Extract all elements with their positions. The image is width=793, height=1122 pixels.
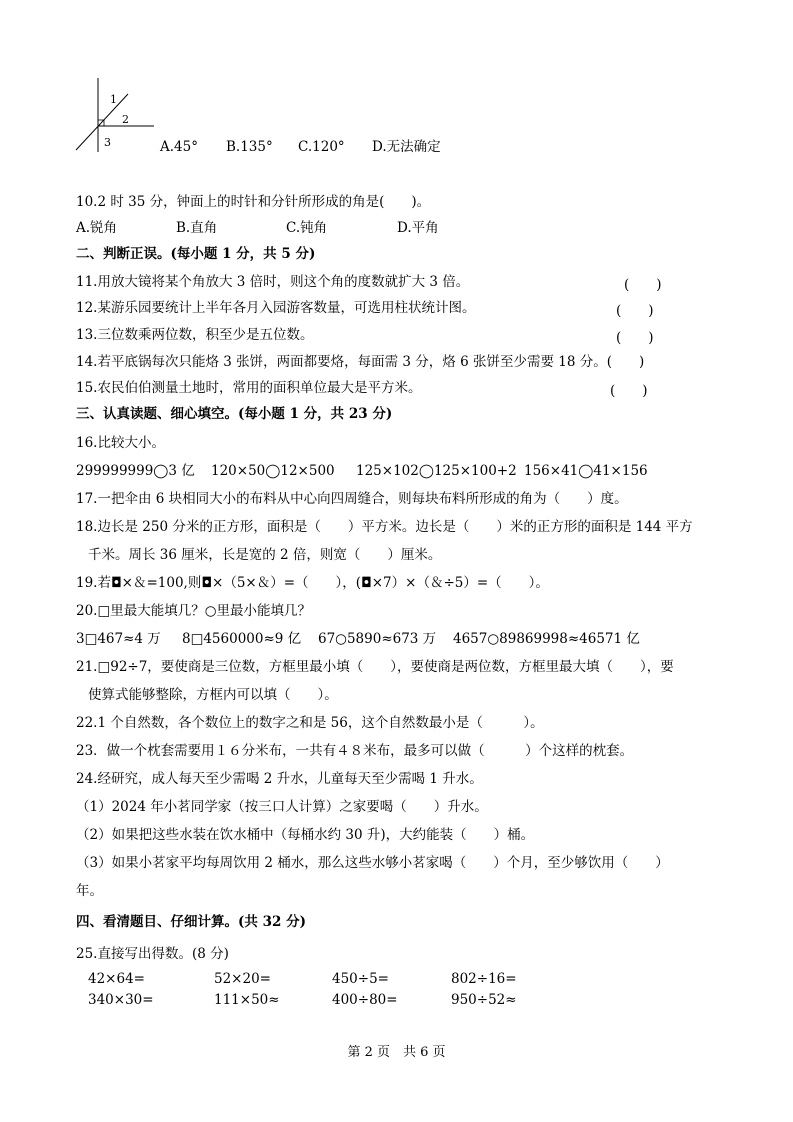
q25-title: 25.直接写出得数。(8 分) [76, 946, 229, 962]
q10-option-a: A.锐角 [76, 220, 118, 236]
q16-item-3: 125×102◯125×100+2 [356, 463, 517, 479]
q17-text: 17.一把伞由 6 块相同大小的布料从中心向四周缝合，则每块布料所形成的角为（ ）度。 [76, 491, 628, 507]
q25-r1-item-2: 52×20= [214, 971, 271, 987]
angle-figure [72, 76, 162, 156]
q18-line2: 千米。周长 36 厘米，长是宽的 2 倍，则宽（ ）厘米。 [88, 547, 442, 563]
q20-item-4: 4657○89869998≈46571 亿 [453, 631, 640, 647]
figure-label-3: 3 [104, 136, 111, 149]
q10-option-b: B.直角 [176, 220, 218, 236]
q16-item-1: 299999999◯3 亿 [76, 463, 195, 479]
q24-sub2: （2）如果把这些水装在饮水桶中（每桶水约 30 升)，大约能装（ ）桶。 [76, 827, 535, 843]
q9-option-b: B.135° [226, 139, 273, 155]
q25-r2-item-3: 400÷80= [332, 992, 398, 1008]
q20-title: 20.□里最大能填几？○里最小能填几？ [76, 603, 312, 619]
q11-text: 11.用放大镜将某个角放大 3 倍时，则这个角的度数就扩大 3 倍。 [76, 274, 470, 290]
q20-item-1: 3□467≈4 万 [76, 631, 161, 647]
q13-answer-paren[interactable]: ( ) [616, 330, 654, 346]
q23-text: 23．做一个枕套需要用１６分米布，一共有４８米布，最多可以做（ ）个这样的枕套。 [76, 743, 634, 759]
q24-sub1: （1）2024 年小茗同学家（按三口人计算）之家要喝（ ）升水。 [76, 799, 488, 815]
q25-r1-item-4: 802÷16= [451, 971, 517, 987]
q22-text: 22.1 个自然数，各个数位上的数字之和是 56，这个自然数最小是（ ）。 [76, 715, 544, 731]
q24-intro: 24.经研究，成人每天至少需喝 2 升水，儿童每天至少需喝 1 升水。 [76, 771, 483, 787]
page-footer: 第 2 页 共 6 页 [347, 1045, 446, 1060]
q10-option-c: C.钝角 [286, 220, 328, 236]
q9-option-d: D.无法确定 [372, 139, 441, 155]
q14-text: 14.若平底锅每次只能烙 3 张饼，两面都要烙，每面需 3 分，烙 6 张饼至少需要 18 分。( ) [76, 354, 645, 370]
q20-item-2: 8□4560000≈9 亿 [182, 631, 302, 647]
q24-sub3: （3）如果小茗家平均每周饮用 2 桶水，那么这些水够小茗家喝（ ）个月，至少够饮用（ ） [76, 855, 669, 871]
q15-answer-paren[interactable]: ( ) [610, 383, 648, 399]
q15-text: 15.农民伯伯测量土地时，常用的面积单位最大是平方米。 [76, 380, 422, 396]
figure-label-2: 2 [122, 113, 129, 126]
q12-answer-paren[interactable]: ( ) [616, 303, 654, 319]
q25-r2-item-1: 340×30= [88, 992, 154, 1008]
q25-r2-item-2: 111×50≈ [214, 992, 280, 1008]
section2-heading: 二、判断正误。(每小题 1 分，共 5 分) [76, 246, 316, 262]
q25-r2-item-4: 950÷52≈ [451, 992, 517, 1008]
figure-label-1: 1 [110, 93, 117, 106]
q10-option-d: D.平角 [397, 220, 439, 236]
q10-text: 10.2 时 35 分，钟面上的时针和分针所形成的角是( )。 [76, 194, 431, 210]
q19-text: 19.若◘×＆=100,则◘×（5×＆）=（ ），(◘×7）×（＆÷5）=（ ）。 [76, 575, 549, 591]
q18-line1: 18.边长是 250 分米的正方形，面积是（ ）平方米。边长是（ ）米的正方形的面积是 144 平方 [76, 519, 693, 535]
q9-option-a: A.45° [160, 139, 198, 155]
q25-r1-item-3: 450÷5= [332, 971, 389, 987]
figure-diagonal-line [76, 94, 128, 150]
q11-answer-paren[interactable]: ( ) [624, 277, 662, 293]
q20-item-3: 67○5890≈673 万 [318, 631, 437, 647]
q16-title: 16.比较大小。 [76, 435, 165, 451]
q9-option-c: C.120° [298, 139, 345, 155]
section3-heading: 三、认真读题、细心填空。(每小题 1 分，共 23 分) [76, 406, 393, 422]
q13-text: 13.三位数乘两位数，积至少是五位数。 [76, 327, 314, 343]
q16-item-4: 156×41◯41×156 [524, 463, 648, 479]
q24-sub3-end: 年。 [76, 883, 103, 899]
q21-line1: 21.□92÷7，要使商是三位数，方框里最小填（ ），要使商是两位数，方框里最大填（ ），要 [76, 659, 674, 675]
q21-line2: 使算式能够整除，方框内可以填（ ）。 [88, 687, 338, 703]
section4-heading: 四、看清题目、仔细计算。(共 32 分) [76, 914, 306, 930]
q25-r1-item-1: 42×64= [88, 971, 145, 987]
q12-text: 12.某游乐园要统计上半年各月入园游客数量，可选用柱状统计图。 [76, 300, 476, 316]
q16-item-2: 120×50◯12×500 [211, 463, 335, 479]
